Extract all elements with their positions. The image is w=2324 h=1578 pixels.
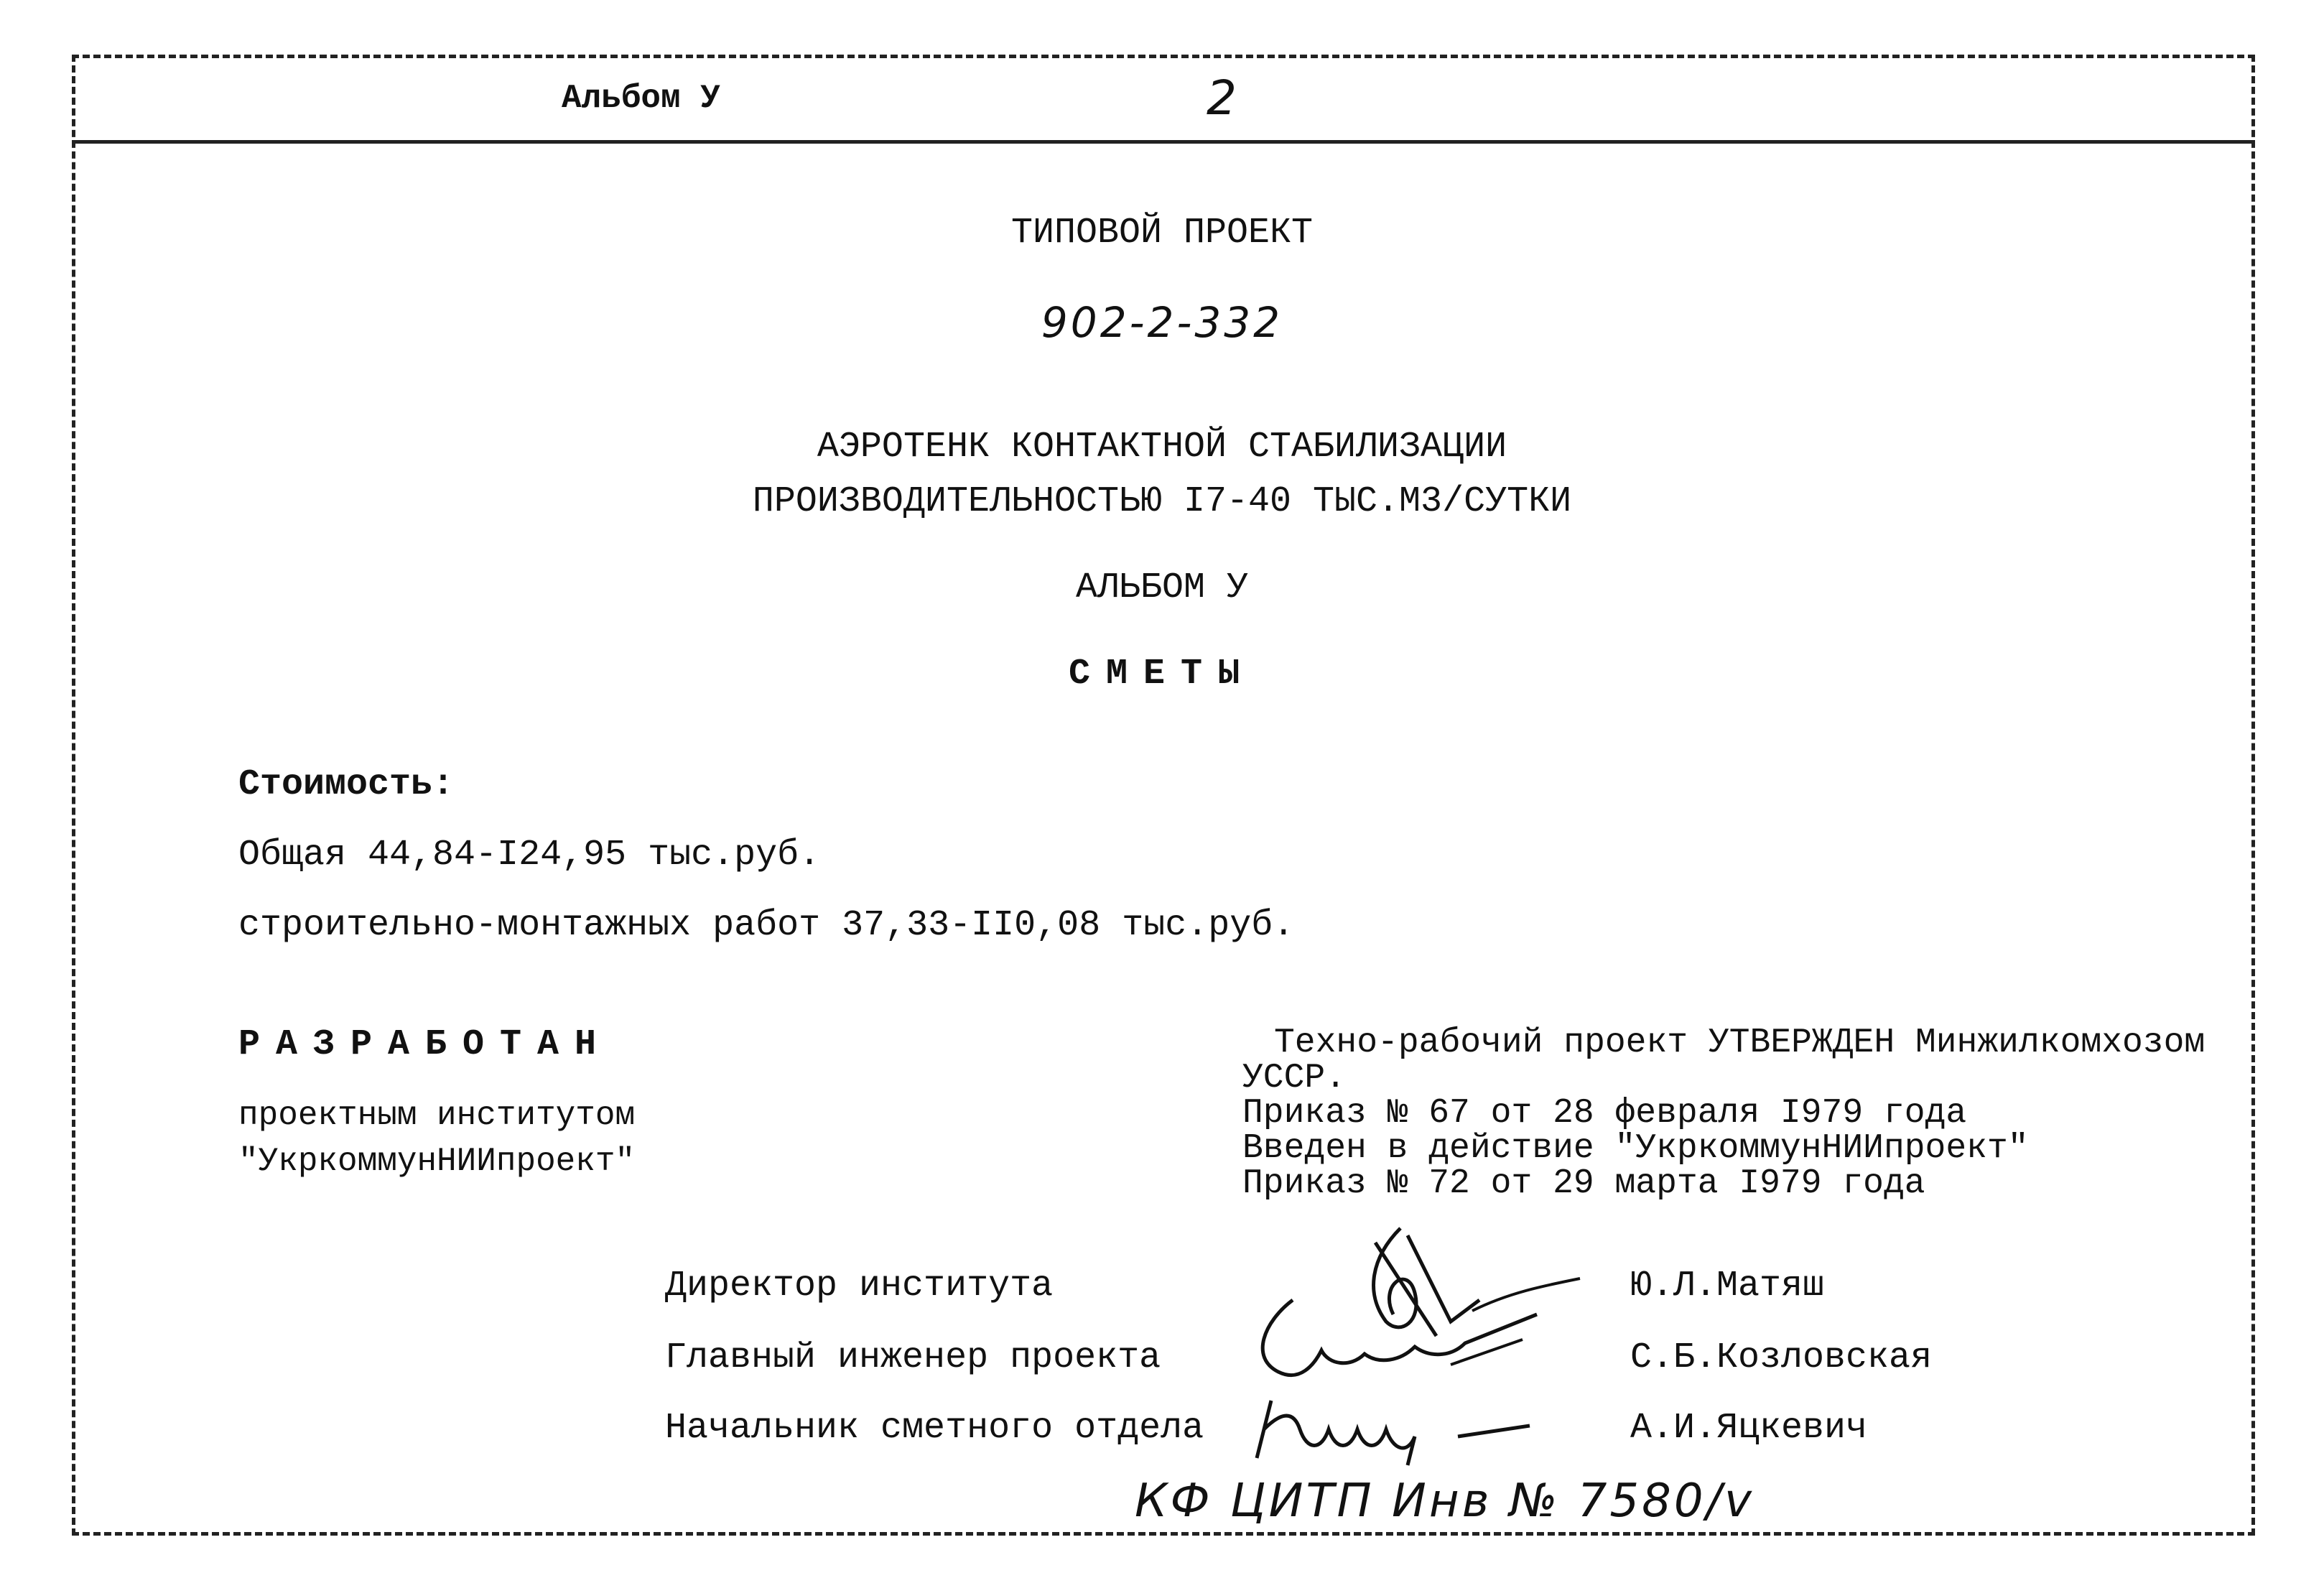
- approval-line5: Приказ № 72 от 29 марта I979 года: [1242, 1164, 1925, 1203]
- project-name-line2: ПРОИЗВОДИТЕЛЬНОСТЬЮ I7-40 ТЫС.М3/СУТКИ: [752, 481, 1572, 522]
- signatory-role: Главный инженер проекта: [665, 1337, 1161, 1378]
- signatory-name: А.И.Яцкевич: [1630, 1408, 1868, 1449]
- project-name-line1: АЭРОТЕНК КОНТАКТНОЙ СТАБИЛИЗАЦИИ: [817, 427, 1507, 468]
- approval-block: [1242, 1026, 2205, 1202]
- developed-line2: "УкркоммунНИИпроект": [238, 1143, 636, 1180]
- signatory-role: Директор института: [665, 1266, 1054, 1307]
- cost-construction: строительно-монтажных работ 37,33-II0,08 тыс.руб.: [238, 905, 1295, 946]
- section-title: СМЕТЫ: [1068, 654, 1256, 695]
- developed-heading: РАЗРАБОТАН: [238, 1024, 613, 1065]
- album-title: АЛЬБОМ У: [1075, 567, 1249, 608]
- inventory-stamp: КФ ЦИТП Инв № 7580/v: [1135, 1475, 1754, 1528]
- estimate-head-signature: [1242, 1386, 1587, 1472]
- approval-line3: Приказ № 67 от 28 февраля I979 года: [1242, 1093, 1967, 1133]
- cost-total: Общая 44,84-I24,95 тыс.руб.: [238, 835, 821, 876]
- signatory-name: С.Б.Козловская: [1630, 1337, 1933, 1378]
- chief-engineer-signature: [1235, 1286, 1609, 1393]
- signatory-name: Ю.Л.Матяш: [1630, 1266, 1825, 1307]
- approval-line1: Техно-рабочий проект УТВЕРЖДЕН Минжилкомхозом: [1274, 1024, 2206, 1062]
- developed-line1: проектным институтом: [238, 1097, 636, 1134]
- signatory-role: Начальник сметного отдела: [665, 1408, 1204, 1449]
- project-kind: ТИПОВОЙ ПРОЕКТ: [1010, 213, 1314, 254]
- approval-line4: Введен в действие "УкркоммунНИИпроект": [1242, 1128, 2029, 1168]
- approval-line2: УССР.: [1242, 1058, 1347, 1097]
- header-divider: [72, 140, 2255, 144]
- page-number: 2: [1207, 70, 1237, 126]
- cost-heading: Стоимость:: [238, 764, 455, 805]
- project-number: 902-2-332: [1041, 298, 1283, 347]
- album-label: Альбом У: [562, 80, 720, 117]
